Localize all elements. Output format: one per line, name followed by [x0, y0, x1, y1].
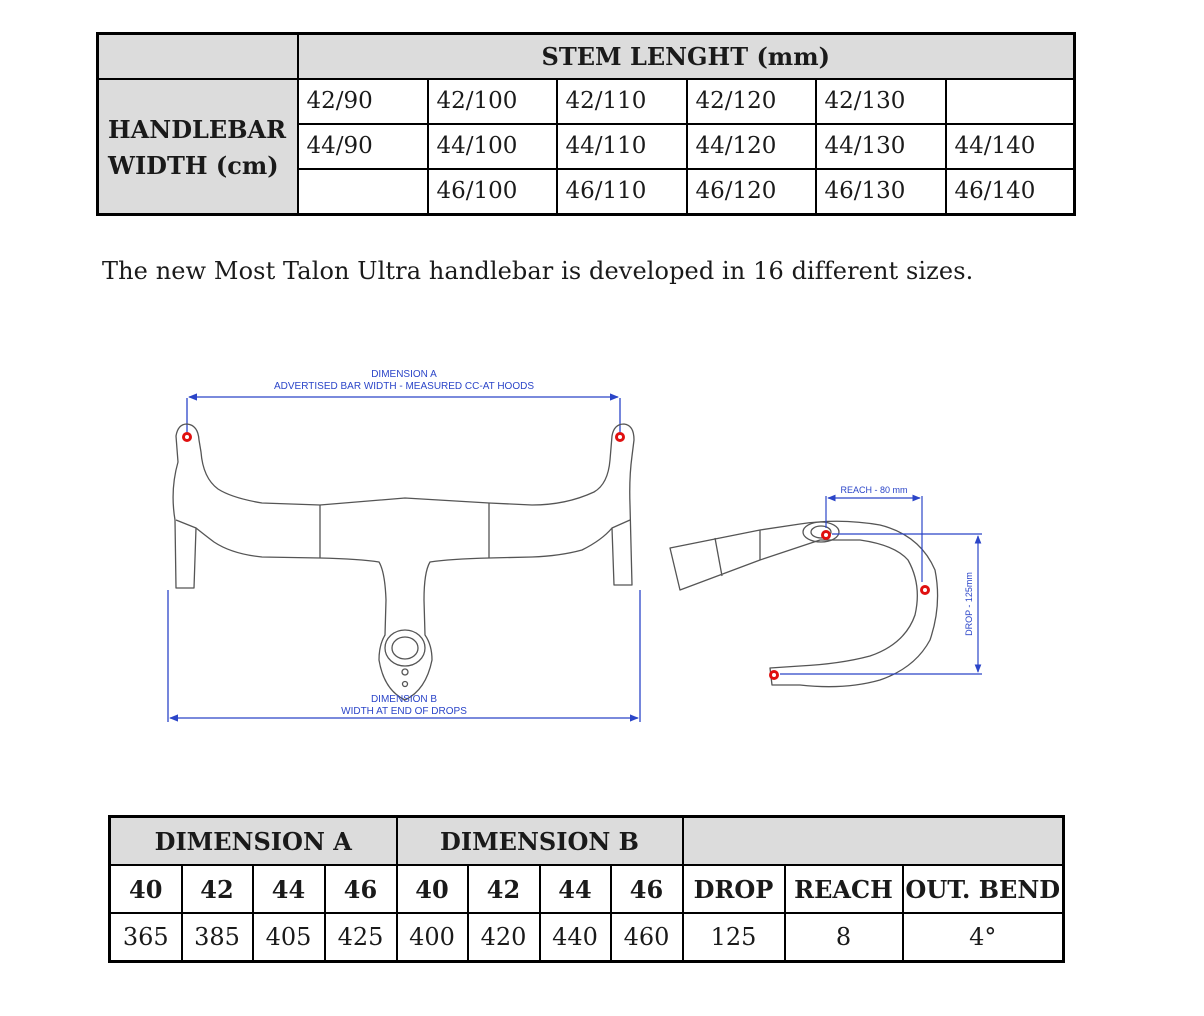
dimension-b-size-44: 44	[540, 865, 611, 913]
stem-size-cell: 42/90	[298, 79, 428, 124]
reach-label: REACH - 80 mm	[840, 485, 908, 495]
stem-size-cell: 42/110	[557, 79, 687, 124]
dimension-a-size-46: 46	[325, 865, 397, 913]
handlebar-side-view	[670, 521, 938, 686]
drop-indicator	[780, 534, 982, 674]
dimension-b-size-46: 46	[611, 865, 683, 913]
dimension-b-header: DIMENSION B	[397, 817, 683, 866]
dimensions-table	[108, 815, 1065, 963]
stem-table-row	[98, 79, 1075, 124]
stem-size-cell: 44/140	[946, 124, 1075, 169]
left-hood-marker-center	[185, 435, 189, 439]
stem-size-cell: 46/130	[816, 169, 946, 215]
dimension-group-header-row	[110, 817, 1064, 866]
dimension-a-indicator	[187, 369, 620, 436]
drop-header: DROP	[683, 865, 785, 913]
stem-size-cell: 44/90	[298, 124, 428, 169]
dimension-b-size-40: 40	[397, 865, 468, 913]
stem-size-cell: 44/100	[428, 124, 557, 169]
dimension-b-size-42: 42	[468, 865, 540, 913]
stem-size-cell: 42/120	[687, 79, 816, 124]
side-bend-marker-center	[923, 588, 927, 592]
dimension-value-cell: 405	[253, 913, 325, 962]
dimension-a-title: DIMENSION A	[371, 369, 437, 380]
intro-text: The new Most Talon Ultra handlebar is developed in 16 different sizes.	[102, 257, 974, 285]
side-hood-marker-center	[824, 533, 828, 537]
dimension-value-cell: 425	[325, 913, 397, 962]
dimension-value-cell: 440	[540, 913, 611, 962]
stem-size-cell	[946, 79, 1075, 124]
dimension-a-header: DIMENSION A	[110, 817, 397, 866]
handlebar-front-view	[173, 424, 634, 700]
dimension-b-description: WIDTH AT END OF DROPS	[341, 706, 467, 717]
stem-size-cell: 42/100	[428, 79, 557, 124]
dimension-b-title: DIMENSION B	[370, 694, 438, 705]
reach-header: REACH	[785, 865, 903, 913]
empty-header-cell	[683, 817, 1064, 866]
stem-size-cell: 46/110	[557, 169, 687, 215]
handlebar-width-label: HANDLEBAR WIDTH (cm)	[98, 79, 298, 215]
stem-size-cell: 44/110	[557, 124, 687, 169]
outward-bend-header: OUT. BEND	[903, 865, 1064, 913]
stem-length-table	[96, 32, 1076, 216]
stem-size-cell	[298, 169, 428, 215]
stem-size-cell: 46/100	[428, 169, 557, 215]
stem-size-cell: 46/140	[946, 169, 1075, 215]
stem-length-header: STEM LENGHT (mm)	[298, 34, 1075, 80]
dimension-value-cell: 400	[397, 913, 468, 962]
dimension-subheader-row	[110, 865, 1064, 913]
dimension-a-description: ADVERTISED BAR WIDTH - MEASURED CC-AT HOODS	[273, 381, 535, 392]
dimension-values-row	[110, 913, 1064, 962]
dimension-b-indicator	[168, 590, 640, 722]
dimension-value-cell: 420	[468, 913, 540, 962]
stem-size-cell: 44/130	[816, 124, 946, 169]
side-drop-end-marker-center	[772, 673, 776, 677]
right-hood-marker-center	[618, 435, 622, 439]
handlebar-technical-drawing	[150, 355, 1010, 740]
stem-table-header-row	[98, 34, 1075, 80]
dimension-value-cell: 460	[611, 913, 683, 962]
drop-value: 125	[683, 913, 785, 962]
drop-label: DROP - 125mm	[964, 572, 974, 636]
reach-value: 8	[785, 913, 903, 962]
outward-bend-value: 4°	[903, 913, 1064, 962]
stem-size-cell: 46/120	[687, 169, 816, 215]
dimension-a-size-44: 44	[253, 865, 325, 913]
dimension-value-cell: 365	[110, 913, 182, 962]
dimension-a-size-40: 40	[110, 865, 182, 913]
stem-size-cell: 44/120	[687, 124, 816, 169]
stem-size-cell: 42/130	[816, 79, 946, 124]
dimension-value-cell: 385	[182, 913, 253, 962]
dimension-a-size-42: 42	[182, 865, 253, 913]
stem-table-corner-cell	[98, 34, 298, 80]
